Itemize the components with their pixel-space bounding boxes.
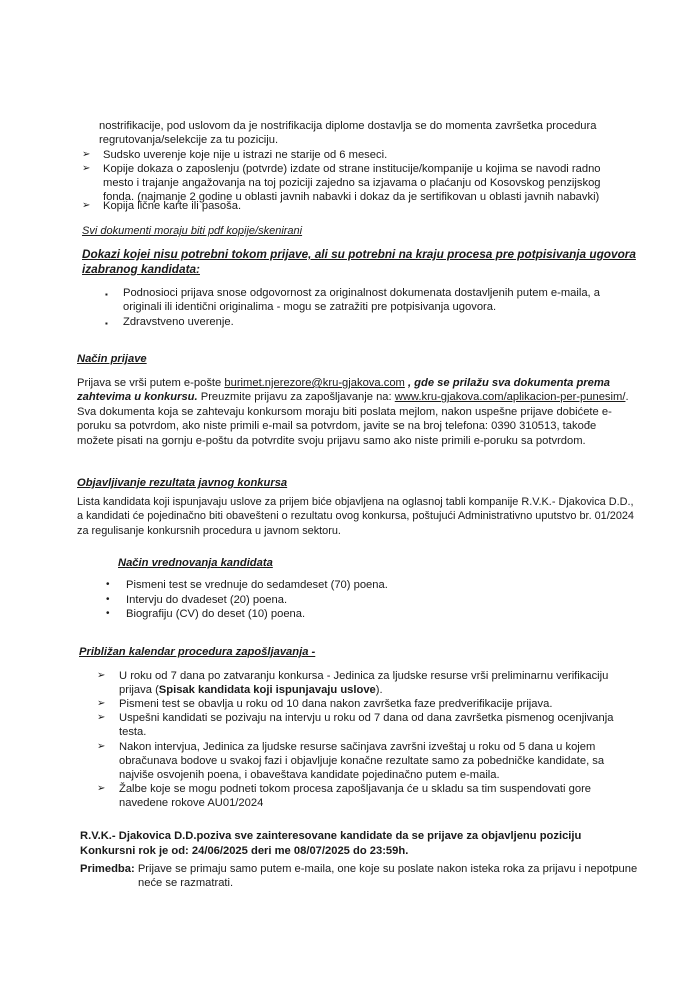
arrow-bullet-icon: ➢ bbox=[97, 698, 106, 709]
list-item: ▪ Zdravstveno uverenje. bbox=[105, 315, 234, 329]
dot-bullet-icon: • bbox=[106, 579, 110, 590]
list-item: ➢ Nakon intervjua, Jedinica za ljudske resurse sačinjava završni izveštaj u roku od 5 dana u kojem obračunava bodove u svakoj fazi i objavljuje konačne rezultate samo za pobedničke kandidate, sa najviše osvojenih poena, i obaveštava kandidate pojedinačno putem e-maila. bbox=[97, 741, 605, 781]
proof-heading: Dokazi kojei nisu potrebni tokom prijave, ali su potrebni na kraju procesa pre potpisivanja ugovora izabranog kandidata: bbox=[82, 247, 636, 276]
arrow-bullet-icon: ➢ bbox=[97, 670, 106, 681]
list-item: • Biografiju (CV) do deset (10) poena. bbox=[106, 608, 306, 620]
apply-paragraph: Prijava se vrši putem e-pošte burimet.njerezore@kru-gjakova.com , gde se prilažu sva dokumenta prema zahtevima u konkursu. Preuzmite prijavu za zapošljavanje na: www.kru-gjakova.com/aplikacion-per-punesim/. Sva dokumenta koja se zahtevaju konkursom moraju biti poslata mejlom, nakon uspešne prijave dobićete e- poruku sa potvrdom, ako niste primili e-mail sa potvrdom, javite se na broj telefona: 0390 310513, takođe možete pisati na gornju e-poštu da potvrdite svoju prijavu samo ako niste primili e-poruku sa potvrdom. bbox=[77, 377, 629, 447]
closing-statement: R.V.K.- Djakovica D.D.poziva sve zainteresovane kandidate da se prijave za objavljenu poziciju Konkursni rok je od: 24/06/2025 deri me 08/07/2025 do 23:59h. bbox=[80, 830, 582, 857]
application-link[interactable]: www.kru-gjakova.com/aplikacion-per-punesim/ bbox=[394, 391, 626, 404]
dot-bullet-icon: • bbox=[106, 594, 110, 605]
list-item: ➢ Sudsko uverenje koje nije u istrazi ne starije od 6 meseci. bbox=[82, 149, 388, 161]
pdf-note: Svi dokumenti moraju biti pdf kopije/skenirani bbox=[82, 225, 303, 237]
list-item: ➢ Uspešni kandidati se pozivaju na intervju u roku od 7 dana od dana završetka pismenog ocenjivanja testa. bbox=[97, 712, 614, 738]
arrow-bullet-icon: ➢ bbox=[97, 783, 106, 794]
arrow-bullet-icon: ➢ bbox=[82, 163, 91, 174]
square-bullet-icon: ▪ bbox=[105, 319, 108, 328]
calendar-heading: Približan kalendar procedura zapošljavanja - bbox=[79, 646, 316, 658]
dot-bullet-icon: • bbox=[106, 608, 110, 619]
remark: Primedba: Prijave se primaju samo putem e-maila, one koje su poslate nakon isteka roka za prijavu i nepotpune neće se razmatrati. bbox=[80, 863, 638, 889]
email-link[interactable]: burimet.njerezore@kru-gjakova.com bbox=[224, 377, 405, 389]
arrow-bullet-icon: ➢ bbox=[82, 149, 91, 160]
remark-label: Primedba: bbox=[80, 863, 135, 875]
arrow-bullet-icon: ➢ bbox=[82, 200, 91, 211]
results-paragraph: Lista kandidata koji ispunjavaju uslove za prijem biće objavljena na oglasnoj tabli kompanije R.V.K.- Djakovica D.D., a kandidati će pojedinačno biti obavešteni o rezultatu ovog konkursa, poštujući Administrativno uputstvo br. 01/2024 za regulisanje konkursnih procedura u javnom sektoru. bbox=[77, 496, 634, 537]
list-item: • Pismeni test se vrednuje do sedamdeset (70) poena. bbox=[106, 579, 388, 591]
list-item: ▪ Podnosioci prijava snose odgovornost za originalnost dokumenata dostavljenih putem e-maila, a originali ili identični originalima - mogu se zatražiti pre potpisivanja ugovora. bbox=[105, 287, 600, 313]
list-item: ➢ U roku od 7 dana po zatvaranju konkursa - Jedinica za ljudske resurse vrši preliminarnu verifikaciju prijava (Spisak kandidata koji ispunjavaju uslove). bbox=[97, 670, 609, 696]
evaluation-heading: Način vrednovanja kandidata bbox=[118, 557, 273, 569]
arrow-bullet-icon: ➢ bbox=[97, 741, 106, 752]
results-heading: Objavljivanje rezultata javnog konkursa bbox=[77, 477, 288, 489]
list-continuation: nostrifikacije, pod uslovom da je nostrifikacija diplome dostavlja se do momenta završetka procedura regrutovanja/selekcije za tu poziciju. bbox=[99, 120, 597, 146]
list-item: ➢ Pismeni test se obavlja u roku od 10 dana nakon završetka faze predverifikacije prijava. bbox=[97, 698, 553, 710]
list-item: ➢ Kopije dokaza o zaposlenju (potvrde) izdate od strane institucije/kompanije u kojima se navodi radno mesto i trajanje angažovanja na toj poziciji zajedno sa izjavama o plaćanju od Kosovskog penzijskog fonda. (najmanje 2 godine u oblasti javnih nabavki i dokaz da je sertifikovan u oblasti javnih nabavki) bbox=[82, 163, 601, 203]
list-item: ➢ Žalbe koje se mogu podneti tokom procesa zapošljavanja će u skladu sa tim suspendovati gore navedene rokove AU01/2024 bbox=[97, 783, 592, 809]
list-item: • Intervju do dvadeset (20) poena. bbox=[106, 594, 288, 606]
arrow-bullet-icon: ➢ bbox=[97, 712, 106, 723]
square-bullet-icon: ▪ bbox=[105, 290, 108, 299]
apply-heading: Način prijave bbox=[77, 353, 147, 365]
list-item: ➢ Kopija lične karte ili pasoša. bbox=[82, 200, 242, 212]
